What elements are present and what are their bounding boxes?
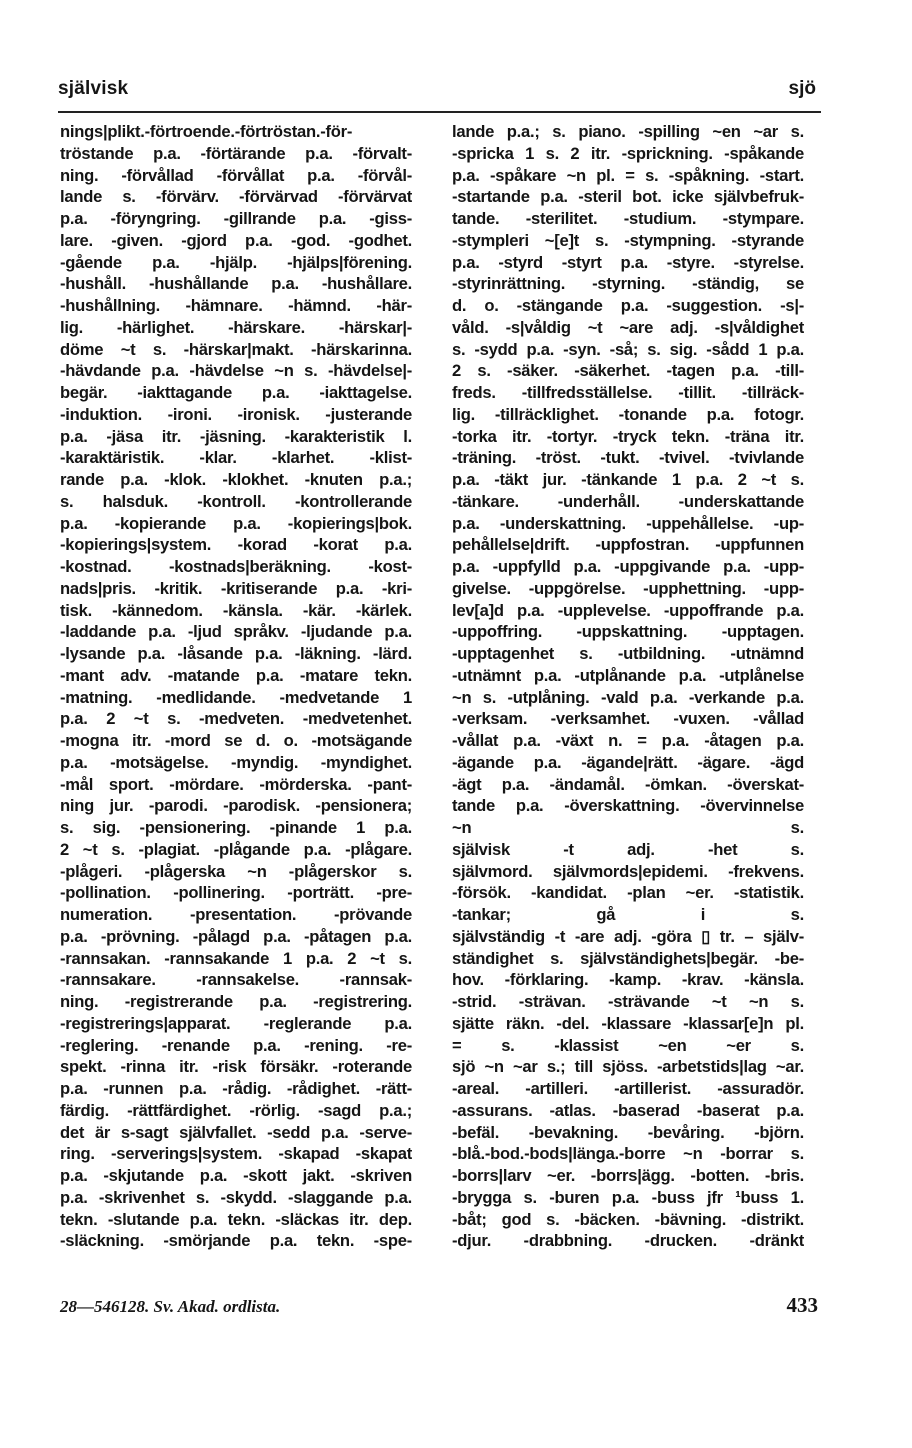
dictionary-line: -startande p.a. -steril bot. icke självbefruk-	[452, 187, 804, 207]
running-head-left: självisk	[58, 78, 129, 99]
dictionary-line: p.a. -kopierande p.a. -kopierings|bok.	[60, 513, 412, 533]
dictionary-line: ning jur. -parodi. -parodisk. -pensionera;	[60, 796, 412, 816]
dictionary-line: -hävdande p.a. -hävdelse ~n s. -hävdelse|-	[60, 361, 412, 381]
dictionary-line: sjö ~n ~ar s.; till sjöss. -arbetstids|lag ~ar.	[452, 1057, 804, 1077]
dictionary-line: -kostnad. -kostnads|beräkning. -kost-	[60, 557, 412, 576]
dictionary-line: -verksam. -verksamhet. -vuxen. -vållad	[452, 709, 804, 729]
dictionary-line: -torka itr. -tortyr. -tryck tekn. -träna itr.	[452, 426, 804, 446]
dictionary-line: -släckning. -smörjande p.a. tekn. -spe-	[60, 1231, 412, 1251]
dictionary-line: -hushåll. -hushållande p.a. -hushållare.	[60, 274, 412, 294]
dictionary-line: tisk. -kännedom. -känsla. -kär. -kärlek.	[60, 600, 412, 620]
dictionary-line: p.a. -styrd -styrt p.a. -styre. -styrelse.	[452, 252, 804, 272]
dictionary-line: -pollination. -pollinering. -porträtt. -pre-	[60, 883, 412, 903]
dictionary-line: -upptagenhet s. -utbildning. -utnämnd	[452, 644, 804, 663]
dictionary-line: -uppoffring. -uppskattning. -upptagen.	[452, 622, 804, 642]
dictionary-line: -försök. -kandidat. -plan ~er. -statistik.	[452, 883, 804, 903]
dictionary-line: -strid. -strävan. -strävande ~t ~n s.	[452, 992, 804, 1011]
dictionary-line: självmord. självmords|epidemi. -frekvens.	[452, 861, 804, 881]
dictionary-line: p.a. -spåkare ~n pl. = s. -spåkning. -start.	[452, 165, 804, 185]
dictionary-line: lande s. -förvärv. -förvärvad -förvärvat	[60, 187, 412, 207]
dictionary-line: -utnämnt p.a. -utplånande p.a. -utplånelse	[452, 665, 804, 685]
dictionary-line: tande p.a. -överskattning. -övervinnelse	[452, 796, 804, 816]
footer-signature: 28—546128. Sv. Akad. ordlista.	[60, 1297, 281, 1316]
dictionary-line: ning. -förvållad -förvållat p.a. -förvål-	[60, 165, 412, 185]
dictionary-line: p.a. -täkt jur. -tänkande 1 p.a. 2 ~t s.	[452, 470, 804, 489]
dictionary-line: självisk -t adj. -het s.	[452, 839, 804, 859]
dictionary-line: tekn. -slutande p.a. tekn. -släckas itr. dep.	[60, 1209, 412, 1229]
running-head-right: sjö	[788, 78, 816, 99]
dictionary-line: -mål sport. -mördare. -mörderska. -pant-	[60, 774, 412, 794]
dictionary-line: -areal. -artilleri. -artillerist. -assuradör.	[452, 1079, 804, 1098]
dictionary-line: p.a. -skjutande p.a. -skott jakt. -skriven	[60, 1166, 412, 1185]
dictionary-line: -mogna itr. -mord se d. o. -motsägande	[60, 731, 412, 750]
dictionary-line: -plågeri. -plågerska ~n -plågerskor s.	[60, 861, 412, 881]
dictionary-line: p.a. -underskattning. -uppehållelse. -up-	[452, 513, 804, 533]
dictionary-line: s. halsduk. -kontroll. -kontrollerande	[60, 491, 412, 511]
dictionary-line: begär. -iakttagande p.a. -iakttagelse.	[60, 383, 412, 402]
dictionary-line: ständighet s. självständighets|begär. -be-	[452, 948, 804, 968]
dictionary-line: lig. -tillräcklighet. -tonande p.a. fotogr.	[452, 404, 804, 424]
dictionary-line: 2 ~t s. -plagiat. -plågande p.a. -plågare.	[60, 839, 412, 859]
dictionary-line: -spricka 1 s. 2 itr. -sprickning. -spåkande	[452, 143, 804, 163]
dictionary-line: -laddande p.a. -ljud språkv. -ljudande p.a.	[60, 622, 412, 642]
dictionary-line: -hushållning. -hämnare. -hämnd. -här-	[60, 296, 412, 315]
dictionary-line: det är s-sagt självfallet. -sedd p.a. -serve-	[60, 1122, 412, 1142]
dictionary-line: ~n s.	[452, 818, 804, 837]
dictionary-line: s. -sydd p.a. -syn. -så; s. sig. -sådd 1 p.a.	[452, 339, 804, 359]
dictionary-line: p.a. -runnen p.a. -rådig. -rådighet. -rätt-	[60, 1079, 412, 1098]
dictionary-line: -mant adv. -matande p.a. -matare tekn.	[60, 665, 412, 685]
dictionary-line: spekt. -rinna itr. -risk försäkr. -roterande	[60, 1057, 412, 1077]
dictionary-line: p.a. -föryngring. -gillrande p.a. -giss-	[60, 209, 412, 228]
left-column	[60, 121, 412, 1252]
dictionary-line: tande. -sterilitet. -studium. -stympare.	[452, 209, 804, 228]
dictionary-line: s. sig. -pensionering. -pinande 1 p.a.	[60, 818, 412, 837]
dictionary-line: -blå.-bod.-bods|länga.-borre ~n -borrar s.	[452, 1144, 804, 1164]
dictionary-line: -stympleri ~[e]t s. -stympning. -styrande	[452, 230, 804, 250]
right-column	[452, 121, 804, 1252]
dictionary-line: ning. -registrerande p.a. -registrering.	[60, 992, 412, 1011]
dictionary-line: lig. -härlighet. -härskare. -härskar|-	[60, 317, 412, 337]
dictionary-line: 2 s. -säker. -säkerhet. -tagen p.a. -till-	[452, 361, 804, 381]
dictionary-line: p.a. -skrivenhet s. -skydd. -slaggande p.a.	[60, 1187, 412, 1207]
dictionary-line: -brygga s. -buren p.a. -buss jfr ¹buss 1.	[452, 1187, 804, 1207]
dictionary-line: -rannsakan. -rannsakande 1 p.a. 2 ~t s.	[60, 948, 412, 968]
dictionary-line: -ägt p.a. -ändamål. -ömkan. -överskat-	[452, 774, 804, 794]
dictionary-line: -tänkare. -underhåll. -underskattande	[452, 491, 804, 511]
dictionary-line: numeration. -presentation. -prövande	[60, 905, 412, 924]
dictionary-line: pehållelse|drift. -uppfostran. -uppfunnen	[452, 535, 804, 555]
dictionary-line: färdig. -rättfärdighet. -rörlig. -sagd p.a.;	[60, 1100, 412, 1120]
dictionary-line: givelse. -uppgörelse. -upphettning. -upp-	[452, 578, 804, 598]
dictionary-line: -assurans. -atlas. -baserad -baserat p.a.	[452, 1100, 804, 1120]
dictionary-line: -djur. -drabbning. -drucken. -dränkt	[452, 1231, 804, 1251]
dictionary-line: lev[a]d p.a. -upplevelse. -uppoffrande p.a.	[452, 600, 804, 620]
dictionary-line: ~n s. -utplåning. -vald p.a. -verkande p.a.	[452, 687, 804, 707]
dictionary-line: -reglering. -renande p.a. -rening. -re-	[60, 1035, 412, 1055]
dictionary-line: = s. -klassist ~en ~er s.	[452, 1035, 804, 1055]
dictionary-line: -kopierings|system. -korad -korat p.a.	[60, 535, 412, 555]
dictionary-line: -båt; god s. -bäcken. -bävning. -distrikt.	[452, 1209, 804, 1229]
dictionary-line: ring. -serverings|system. -skapad -skapat	[60, 1144, 412, 1164]
dictionary-line: hov. -förklaring. -kamp. -krav. -känsla.	[452, 970, 804, 990]
page-number: 433	[786, 1293, 818, 1317]
dictionary-line: -ägande p.a. -ägande|rätt. -ägare. -ägd	[452, 752, 804, 772]
dictionary-line: tröstande p.a. -förtärande p.a. -förvalt-	[60, 143, 412, 163]
dictionary-line: rande p.a. -klok. -klokhet. -knuten p.a.;	[60, 470, 412, 489]
dictionary-line: -matning. -medlidande. -medvetande 1	[60, 687, 412, 707]
dictionary-line: -gående p.a. -hjälp. -hjälps|förening.	[60, 252, 412, 272]
dictionary-line: -vållat p.a. -växt n. = p.a. -åtagen p.a.	[452, 731, 804, 750]
dictionary-line: -träning. -tröst. -tukt. -tvivel. -tvivlande	[452, 448, 804, 468]
dictionary-line: -karaktäristik. -klar. -klarhet. -klist-	[60, 448, 412, 468]
dictionary-line: -tankar; gå i s.	[452, 905, 804, 924]
dictionary-line: p.a. -jäsa itr. -jäsning. -karakteristik l.	[60, 426, 412, 446]
dictionary-line: -styrinrättning. -styrning. -ständig, se	[452, 274, 804, 294]
dictionary-line: våld. -s|våldig ~t ~are adj. -s|våldighet	[452, 317, 804, 337]
dictionary-line: -rannsakare. -rannsakelse. -rannsak-	[60, 970, 412, 990]
dictionary-line: p.a. -prövning. -pålagd p.a. -påtagen p.a.	[60, 926, 412, 946]
dictionary-line: självständig -t -are adj. -göra ▯ tr. – själv-	[452, 926, 804, 946]
dictionary-line: -lysande p.a. -låsande p.a. -läkning. -lärd.	[60, 644, 412, 663]
dictionary-line: -induktion. -ironi. -ironisk. -justerande	[60, 404, 412, 424]
dictionary-line: freds. -tillfredsställelse. -tillit. -tillräck-	[452, 383, 804, 402]
dictionary-line: -registrerings|apparat. -reglerande p.a.	[60, 1013, 412, 1033]
dictionary-line: -befäl. -bevakning. -bevåring. -björn.	[452, 1122, 804, 1142]
header-rule	[58, 111, 821, 113]
dictionary-line: lande p.a.; s. piano. -spilling ~en ~ar s.	[452, 122, 804, 141]
dictionary-line: döme ~t s. -härskar|makt. -härskarinna.	[60, 339, 412, 359]
dictionary-line: -borrs|larv ~er. -borrs|ägg. -botten. -bris.	[452, 1166, 804, 1185]
dictionary-line: nads|pris. -kritik. -kritiserande p.a. -kri-	[60, 578, 412, 598]
dictionary-line: nings|plikt.-förtroende.-förtröstan.-för-	[60, 122, 353, 141]
dictionary-line: d. o. -stängande p.a. -suggestion. -s|-	[452, 296, 804, 315]
dictionary-line: lare. -given. -gjord p.a. -god. -godhet.	[60, 230, 412, 250]
dictionary-line: p.a. -motsägelse. -myndig. -myndighet.	[60, 752, 412, 772]
dictionary-line: p.a. 2 ~t s. -medveten. -medvetenhet.	[60, 709, 412, 729]
dictionary-line: sjätte räkn. -del. -klassare -klassar[e]n pl.	[452, 1013, 804, 1033]
dictionary-line: p.a. -uppfylld p.a. -uppgivande p.a. -upp-	[452, 557, 804, 576]
